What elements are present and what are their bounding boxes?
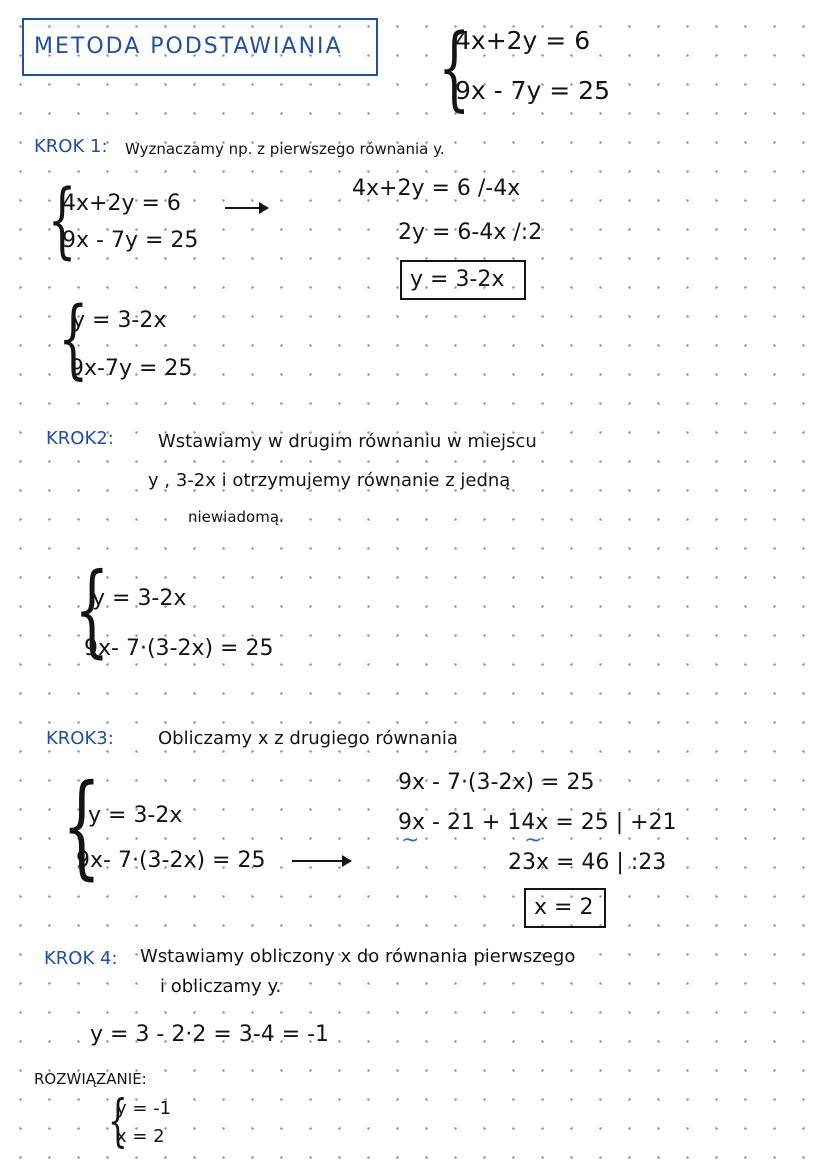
header-brace: {: [438, 14, 471, 121]
tilde-mark-2: ~: [524, 828, 543, 853]
header-eq2: 9x - 7y = 25: [455, 76, 610, 105]
step4-label: KROK 4:: [44, 948, 118, 969]
step2-line2: y , 3-2x i otrzymujemy równanie z jedną: [148, 470, 511, 491]
step3-text: Obliczamy x z drugiego równania: [158, 728, 458, 749]
step3-label: KROK3:: [46, 728, 114, 749]
step2-sys-eq2: 9x- 7·(3-2x) = 25: [84, 636, 274, 661]
solution-eq1: y = -1: [116, 1098, 172, 1119]
step3-brace: {: [62, 761, 102, 891]
tilde-mark-1: ~: [401, 828, 420, 853]
solution-brace: {: [108, 1089, 128, 1154]
step2-line1: Wstawiamy w drugim równaniu w miejscu: [158, 431, 537, 452]
step1-text: Wyznaczamy np. z pierwszego równania y.: [125, 140, 445, 158]
step1-sys-eq1: 4x+2y = 6: [62, 191, 181, 216]
step4-line1: Wstawiamy obliczony x do równania pierwszego: [140, 946, 576, 967]
step4-line2: i obliczamy y.: [160, 976, 282, 997]
step2-line3: niewiadomą.: [188, 508, 284, 526]
step3-work-1: 9x - 7·(3-2x) = 25: [398, 770, 595, 795]
step1-work-1: 4x+2y = 6 /-4x: [352, 176, 521, 201]
step1-arrow: [225, 207, 265, 209]
step3-work-3: 23x = 46 | :23: [508, 850, 667, 875]
step1-brace2: {: [58, 289, 89, 389]
step3-sys-eq2: 9x- 7·(3-2x) = 25: [76, 848, 266, 873]
step2-sys-eq1: y = 3-2x: [92, 586, 187, 611]
header-eq1: 4x+2y = 6: [455, 26, 591, 55]
step3-result: x = 2: [534, 895, 594, 920]
step2-label: KROK2:: [46, 428, 114, 449]
step1-work-2: 2y = 6-4x /:2: [398, 220, 543, 245]
step2-brace: {: [74, 551, 110, 668]
solution-label: ROZWIĄZANIE:: [34, 1070, 147, 1088]
solution-eq2: x = 2: [116, 1126, 165, 1147]
step3-arrow: [292, 860, 348, 862]
step3-work-2: 9x - 21 + 14x = 25 | +21: [398, 810, 677, 835]
step1-sys2-eq2: 9x-7y = 25: [70, 356, 193, 381]
step1-sys2-eq1: y = 3-2x: [72, 308, 167, 333]
step1-brace: {: [47, 173, 77, 268]
step4-calc: y = 3 - 2·2 = 3-4 = -1: [90, 1022, 330, 1047]
step1-result: y = 3-2x: [410, 267, 505, 292]
page-title: METODA PODSTAWIANIA: [34, 34, 343, 59]
step3-sys-eq1: y = 3-2x: [88, 803, 183, 828]
step1-sys-eq2: 9x - 7y = 25: [62, 228, 199, 253]
step1-label: KROK 1:: [34, 136, 108, 157]
